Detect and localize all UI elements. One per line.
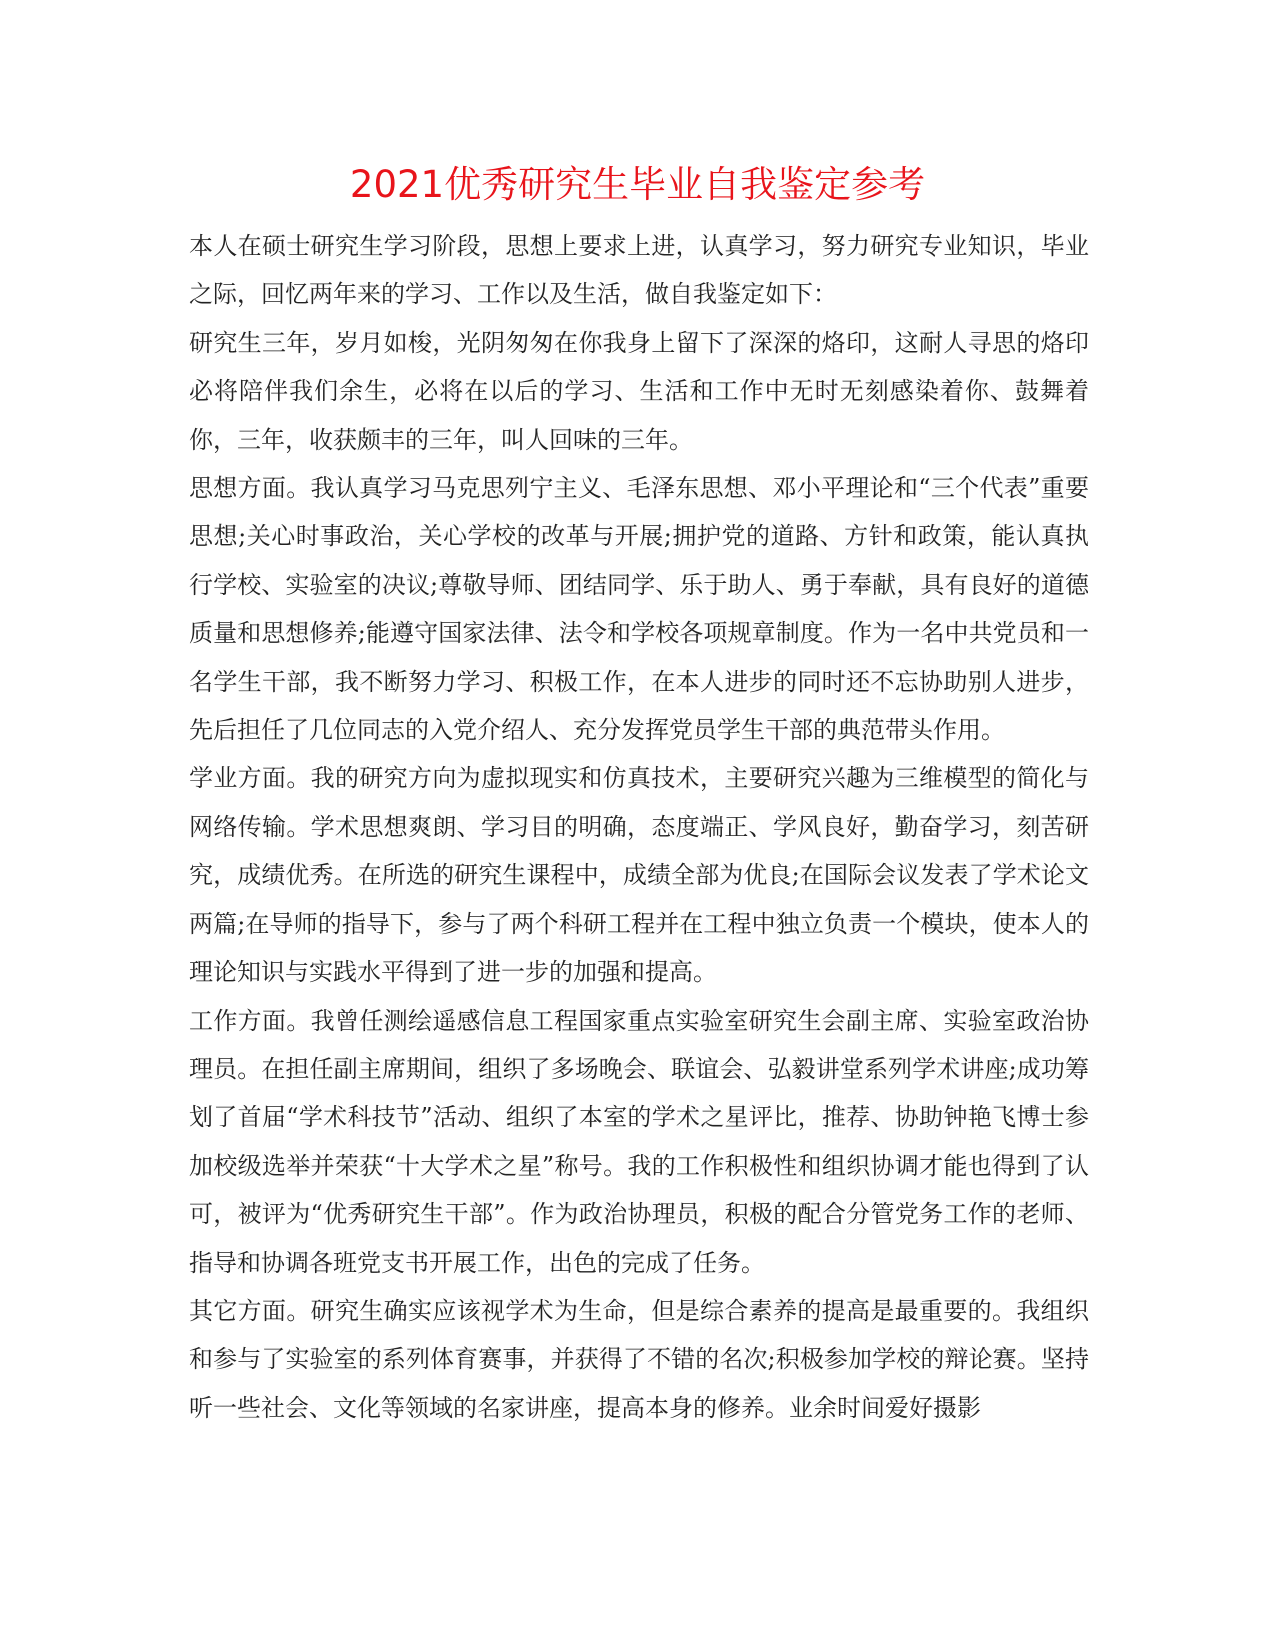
paragraph-reflection: 研究生三年，岁月如梭，光阴匆匆在你我身上留下了深深的烙印，这耐人寻思的烙印必将陪伴我们余生，必将在以后的学习、生活和工作中无时无刻感染着你、鼓舞着你，三年，收获颇丰的三年，叫人回味的三年。 (189, 328, 1089, 454)
paragraph-academics: 学业方面。我的研究方向为虚拟现实和仿真技术，主要研究兴趣为三维模型的简化与网络传输。学术思想爽朗、学习目的明确，态度端正、学风良好，勤奋学习，刻苦研究，成绩优秀。在所选的研究生课程中，成绩全部为优良;在国际会议发表了学术论文两篇;在导师的指导下，参与了两个科研工程并在工程中独立负责一个模块，使本人的理论知识与实践水平得到了进一步的加强和提高。 (189, 764, 1089, 987)
document-body (189, 222, 1089, 1432)
paragraph-intro: 本人在硕士研究生学习阶段，思想上要求上进，认真学习，努力研究专业知识，毕业之际，回忆两年来的学习、工作以及生活，做自我鉴定如下： (189, 232, 1089, 309)
document-title: 2021优秀研究生毕业自我鉴定参考 (349, 163, 926, 206)
paragraph-work: 工作方面。我曾任测绘遥感信息工程国家重点实验室研究生会副主席、实验室政治协理员。在担任副主席期间，组织了多场晚会、联谊会、弘毅讲堂系列学术讲座;成功筹划了首届“学术科技节”活动、组织了本室的学术之星评比，推荐、协助钟艳飞博士参加校级选举并荣获“十大学术之星”称号。我的工作积极性和组织协调才能也得到了认可，被评为“优秀研究生干部”。作为政治协理员，积极的配合分管党务工作的老师、指导和协调各班党支书开展工作，出色的完成了任务。 (189, 1006, 1089, 1277)
paragraph-other: 其它方面。研究生确实应该视学术为生命，但是综合素养的提高是最重要的。我组织和参与了实验室的系列体育赛事，并获得了不错的名次;积极参加学校的辩论赛。坚持听一些社会、文化等领域的名家讲座，提高本身的修养。业余时间爱好摄影 (189, 1296, 1089, 1422)
paragraph-ideology: 思想方面。我认真学习马克思列宁主义、毛泽东思想、邓小平理论和“三个代表”重要思想;关心时事政治，关心学校的改革与开展;拥护党的道路、方针和政策，能认真执行学校、实验室的决议;尊敬导师、团结同学、乐于助人、勇于奉献，具有良好的道德质量和思想修养;能遵守国家法律、法令和学校各项规章制度。作为一名中共党员和一名学生干部，我不断努力学习、积极工作，在本人进步的同时还不忘协助别人进步，先后担任了几位同志的入党介绍人、充分发挥党员学生干部的典范带头作用。 (189, 474, 1089, 745)
